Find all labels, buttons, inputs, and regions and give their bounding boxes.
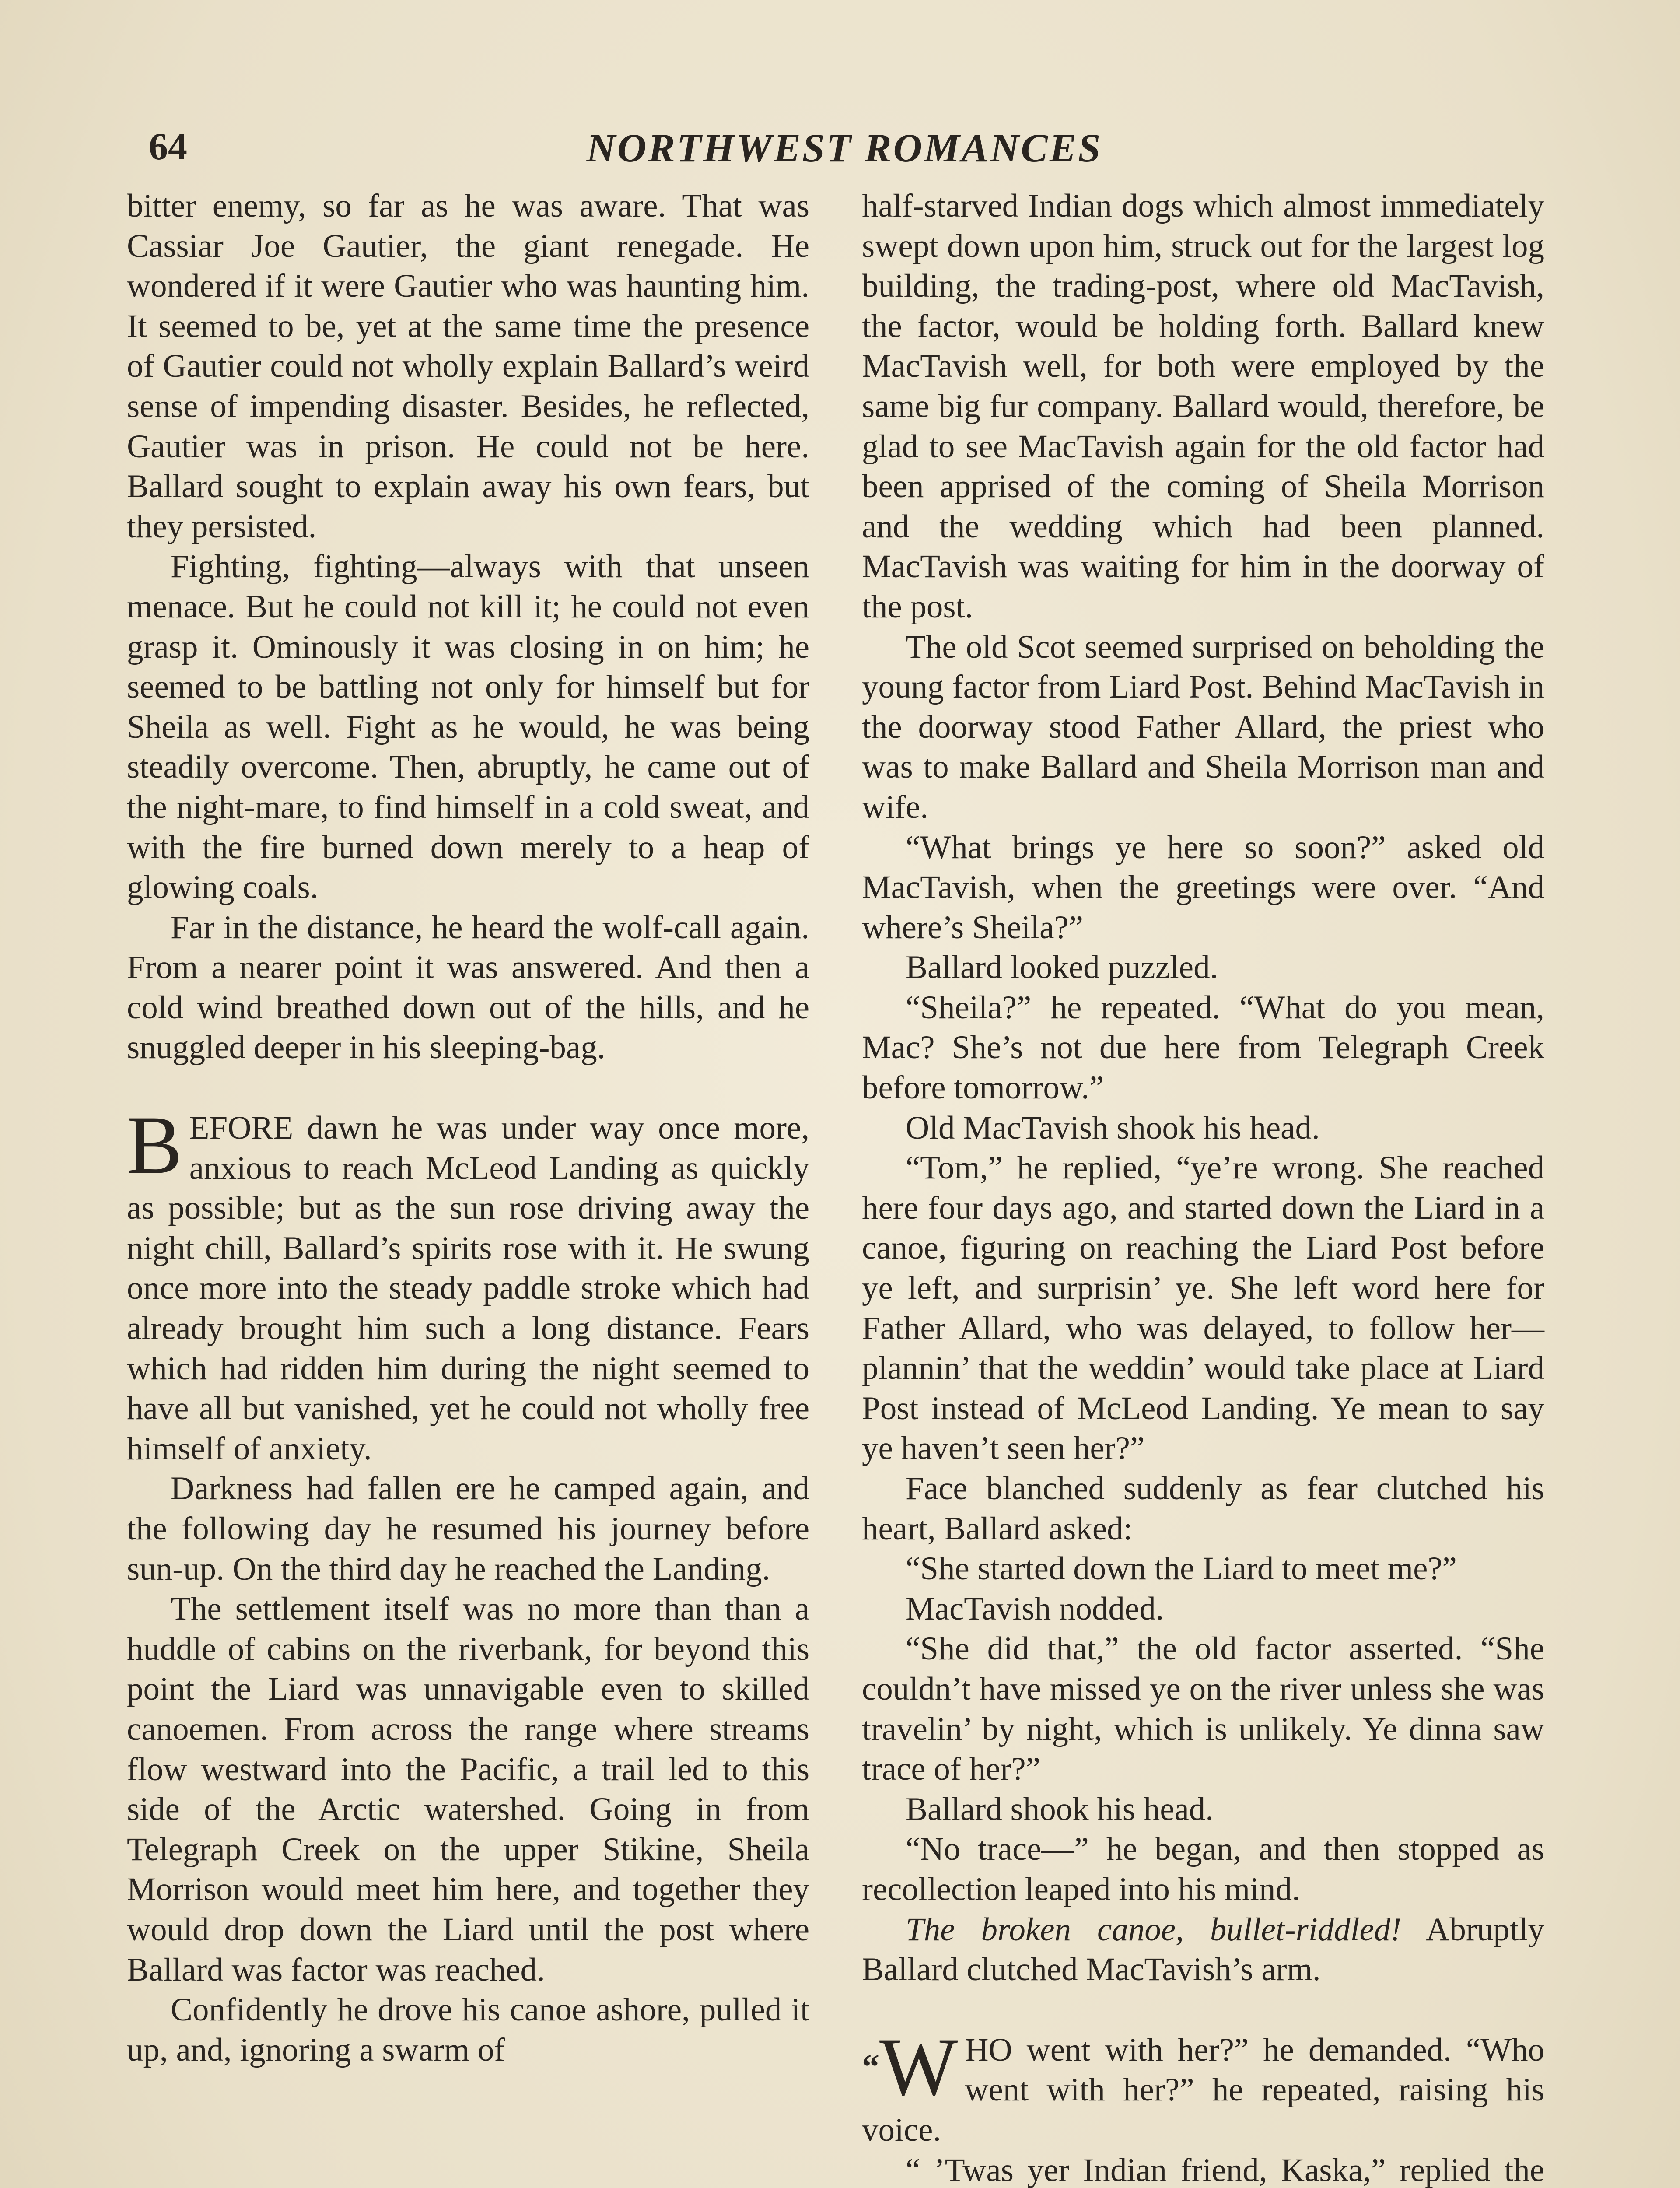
right-column (862, 186, 1544, 2188)
drop-cap-letter: W (879, 2021, 958, 2113)
drop-cap: B (127, 1099, 182, 1192)
italic-text: The broken canoe, bullet-riddled! (906, 1911, 1402, 1948)
paragraph: Ballard looked puzzled. (906, 949, 1218, 986)
paragraph: The old Scot seemed surprised on beholding the young factor from Liard Post. Behind MacTavish in the doorway stood Father Allard, the priest who was to make Ballard and Sheila Morrison man and wife. (862, 628, 1544, 825)
paragraph-text: EFORE dawn he was under way once more, anxious to reach McLeod Landing as quickly as possible; but as the sun rose driving away the night chill, Ballard’s spirits rose with it. He swung once more into the steady paddle stroke which had already brought him such a long distance. Fears which had ridden him during the night seemed to have all but vanished, yet he could not wholly free himself of anxiety. (127, 1110, 809, 1467)
paragraph: “Tom,” he replied, “ye’re wrong. She reached here four days ago, and started down the Liard in a canoe, figuring on reaching the Liard Post before ye left, and surprisin’ ye. She left word here for Father Allard, who was delayed, to follow her—plannin’ that the weddin’ would take place at Liard Post instead of McLeod Landing. Ye mean to say ye haven’t seen her?” (862, 1150, 1544, 1467)
page-header (131, 125, 1558, 186)
paragraph: “Sheila?” he repeated. “What do you mean, Mac? She’s not due here from Telegraph Creek before tomorrow.” (862, 989, 1544, 1106)
paragraph: “She did that,” the old factor asserted. “She couldn’t have missed ye on the river unless she was travelin’ by night, which is unlikely. Ye dinna saw trace of her?” (862, 1630, 1544, 1788)
paragraph: bitter enemy, so far as he was aware. That was Cassiar Joe Gautier, the giant renegade. He wondered if it were Gautier who was haunting him. It seemed to be, yet at the same time the presence of Gautier could not wholly explain Ballard’s weird sense of impending disaster. Besides, he reflected, Gautier was in prison. He could not be here. Ballard sought to explain away his own fears, but they persisted. (127, 188, 809, 545)
paragraph: Fighting, fighting—always with that unseen menace. But he could not kill it; he could not even grasp it. Ominously it was closing in on him; he seemed to be battling not only for himself but for Sheila as well. Fight as he would, he was being steadily overcome. Then, abruptly, he came out of the night-mare, to find himself in a cold sweat, and with the fire burned down merely to a heap of glowing coals. (127, 548, 809, 906)
paragraph: Far in the distance, he heard the wolf-call again. From a nearer point it was answered. And then a cold wind breathed down out of the hills, and he snuggled deeper in his sleeping-bag. (127, 909, 809, 1066)
paragraph: Confidently he drove his canoe ashore, pulled it up, and, ignoring a swarm of (127, 1992, 809, 2068)
drop-cap-quote: “ (862, 2048, 879, 2086)
section-opening-paragraph (127, 1099, 809, 1469)
paragraph: “She started down the Liard to meet me?” (906, 1550, 1457, 1587)
paragraph: Ballard shook his head. (906, 1791, 1214, 1827)
paragraph: “No trace—” he began, and then stopped as recollection leaped into his mind. (862, 1831, 1544, 1907)
paragraph: Face blanched suddenly as fear clutched his heart, Ballard asked: (862, 1470, 1544, 1547)
left-column (127, 186, 809, 2070)
magazine-title: NORTHWEST ROMANCES (586, 126, 1102, 170)
drop-cap (862, 2021, 958, 2113)
paragraph: Old MacTavish shook his head. (906, 1109, 1320, 1146)
page-number: 64 (149, 126, 187, 168)
paragraph: “ ’Twas yer Indian friend, Kaska,” replied the (906, 2152, 1544, 2188)
paragraph: MacTavish nodded. (906, 1590, 1164, 1627)
paragraph: Darkness had fallen ere he camped again, and the following day he resumed his journey before sun-up. On the third day he reached the Landing. (127, 1470, 809, 1587)
paragraph-text: HO went with her?” he demanded. “Who went with her?” he repeated, raising his voice. (862, 2031, 1544, 2148)
paragraph: half-starved Indian dogs which almost immediately swept down upon him, struck out for the largest log building, the trading-post, where old MacTavish, the factor, would be holding forth. Ballard knew MacTavish well, for both were employed by the same big fur company. Ballard would, therefore, be glad to see MacTavish again for the old factor had been apprised of the coming of Sheila Morrison and the wedding which had been planned. MacTavish was waiting for him in the doorway of the post. (862, 188, 1544, 625)
paragraph (862, 1910, 1544, 1990)
paragraph: The settlement itself was no more than than a huddle of cabins on the riverbank, for beyond this point the Liard was unnavigable even to skilled canoemen. From across the range where streams flow westward into the Pacific, a trail led to this side of the Arctic watershed. Going in from Telegraph Creek on the upper Stikine, Sheila Morrison would meet him here, and together they would drop down the Liard until the post where Ballard was factor was reached. (127, 1591, 809, 1988)
paragraph-text: Abruptly Ballard clutched MacTavish’s arm. (862, 1911, 1544, 1988)
section-opening-paragraph (862, 2021, 1544, 2150)
paragraph: “What brings ye here so soon?” asked old MacTavish, when the greetings were over. “And where’s Sheila?” (862, 829, 1544, 946)
